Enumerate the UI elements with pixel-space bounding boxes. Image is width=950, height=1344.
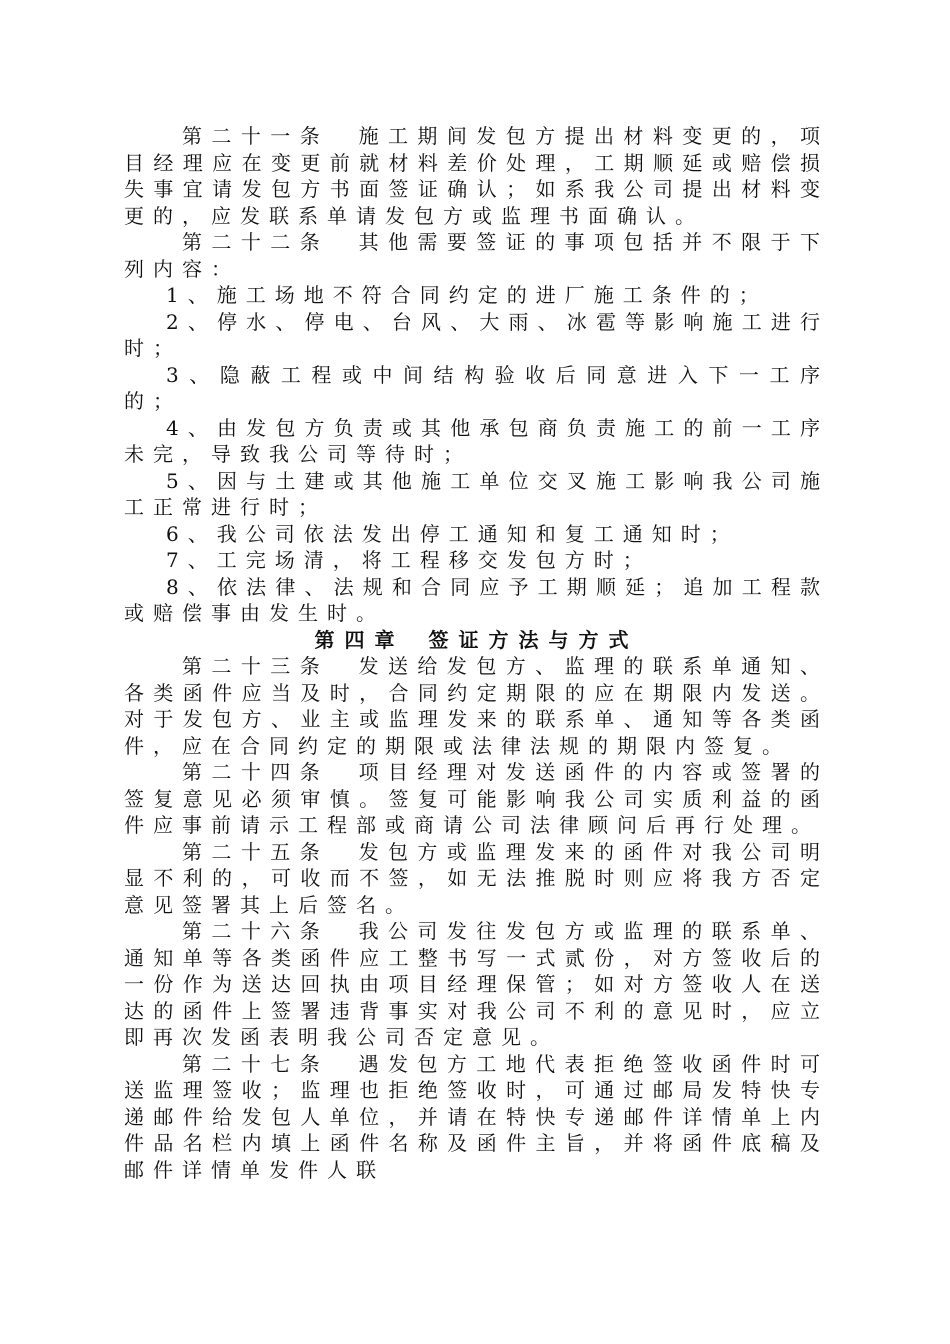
list-item: 5、因与土建或其他施工单位交叉施工影响我公司施工正常进行时； xyxy=(124,468,829,519)
list-item: 6、我公司依法发出停工通知和复工通知时； xyxy=(166,521,739,546)
document-page xyxy=(124,123,829,1183)
list-item: 4、由发包方负责或其他承包商负责施工的前一工序未完，导致我公司等待时； xyxy=(124,415,829,466)
chapter-number: 第四章 xyxy=(314,627,405,652)
chapter-title: 签证方法与方式 xyxy=(428,627,639,652)
article-24: 第二十四条 项目经理对发送函件的内容或签署的签复意见必须审慎。签复可能影响我公司实质利益的函件应事前请示工程部或商请公司法律顾问后再行处理。 xyxy=(124,760,829,837)
article-25: 第二十五条 发包方或监理发来的函件对我公司明显不利的，可收而不签，如无法推脱时则应将我方否定意见签署其上后签名。 xyxy=(124,839,829,917)
article-21: 第二十一条 施工期间发包方提出材料变更的，项目经理应在变更前就材料差价处理，工期顺延或赔偿损失事宜请发包方书面签证确认；如系我公司提出材料变更的，应发联系单请发包方或监理书面确认。 xyxy=(124,124,829,228)
list-item: 7、工完场清，将工程移交发包方时； xyxy=(166,548,652,572)
article-27: 第二十七条 遇发包方工地代表拒绝签收函件时可送监理签收；监理也拒绝签收时，可通过邮局发特快专递邮件给发包人单位，并请在特快专递邮件详情单上内件品名栏内填上函件名称及函件主旨，并将函件底稿及邮件详情单发件人联 xyxy=(124,1051,829,1182)
article-23: 第二十三条 发送给发包方、监理的联系单通知、各类函件应当及时，合同约定期限的应在期限内发送。对于发包方、业主或监理发来的联系单、通知等各类函件，应在合同约定的期限或法律法规的期限内签复。 xyxy=(124,654,829,758)
list-item: 8、依法律、法规和合同应予工期顺延；追加工程款或赔偿事由发生时。 xyxy=(124,574,829,625)
article-22: 第二十二条 其他需要签证的事项包括并不限于下列内容： xyxy=(124,230,829,281)
list-item: 3、隐蔽工程或中间结构验收后同意进入下一工序的； xyxy=(124,362,829,413)
list-item: 2、停水、停电、台风、大雨、冰雹等影响施工进行时； xyxy=(124,309,829,360)
chapter-heading xyxy=(124,627,829,654)
article-26: 第二十六条 我公司发往发包方或监理的联系单、通知单等各类函件应工整书写一式贰份，对方签收后的一份作为送达回执由项目经理保管；如对方签收人在送达的函件上签署违背事实对我公司不利的意见时，应立即再次发函表明我公司否定意见。 xyxy=(124,919,829,1049)
list-item: 1、施工场地不符合同约定的进厂施工条件的； xyxy=(166,283,768,307)
